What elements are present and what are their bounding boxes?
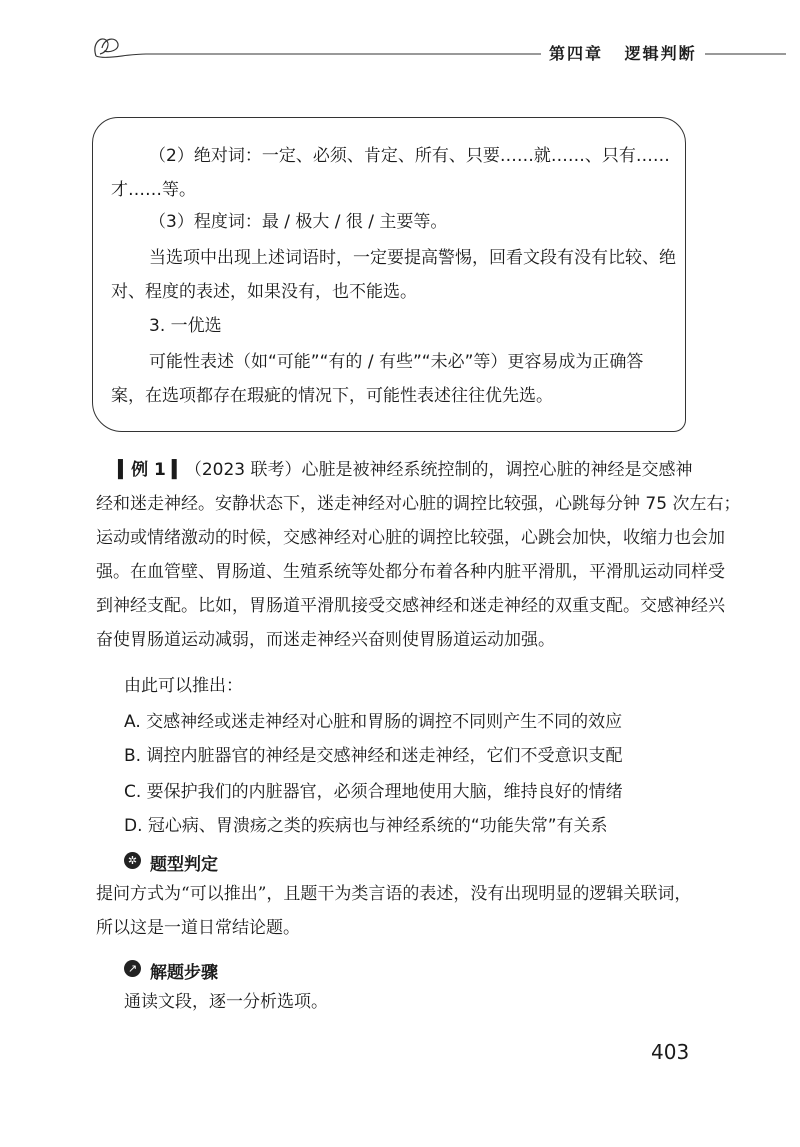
compass-icon: ✲ <box>124 852 141 869</box>
chapter-number: 第四章 <box>549 44 604 63</box>
chapter-heading <box>541 41 705 64</box>
example-marker: ▍例 1 ▍ <box>118 460 185 480</box>
option-c: C. 要保护我们的内脏器官，必须合理地使用大脑，维持良好的情绪 <box>124 782 623 802</box>
box-line-6: 3. 一优选 <box>149 316 222 336</box>
section1-line-2: 所以这是一道日常结论题。 <box>96 918 300 938</box>
section1-line-1: 提问方式为“可以推出”，且题干为类言语的表述，没有出现明显的逻辑关联词， <box>96 884 692 904</box>
option-b: B. 调控内脏器官的神经是交感神经和迷走神经，它们不受意识支配 <box>124 746 623 766</box>
example-line-2: 经和迷走神经。安静状态下，迷走神经对心脏的调控比较强，心跳每分钟 75 次左右； <box>96 494 741 514</box>
option-d: D. 冠心病、胃溃疡之类的疾病也与神经系统的“功能失常”有关系 <box>124 816 608 836</box>
section-title-steps: 解题步骤 <box>150 963 218 983</box>
arrow-circle-icon: ↗ <box>124 960 141 977</box>
section-title-type: 题型判定 <box>150 855 218 875</box>
box-line-4: 当选项中出现上述词语时，一定要提高警惕，回看文段有没有比较、绝 <box>149 248 676 268</box>
box-line-2: 才……等。 <box>111 180 196 200</box>
question-stem: 由此可以推出： <box>124 676 243 696</box>
box-line-5: 对、程度的表述，如果没有，也不能选。 <box>111 282 417 302</box>
box-line-8: 案，在选项都存在瑕疵的情况下，可能性表述往往优先选。 <box>111 386 553 406</box>
box-line-3: （3）程度词：最 / 极大 / 很 / 主要等。 <box>149 212 448 232</box>
box-line-7: 可能性表述（如“可能”“有的 / 有些”“未必”等）更容易成为正确答 <box>149 352 644 372</box>
chapter-title: 逻辑判断 <box>624 44 697 63</box>
tip-box <box>92 117 686 432</box>
section2-line-1: 通读文段，逐一分析选项。 <box>124 992 328 1012</box>
example-line-4: 强。在血管壁、胃肠道、生殖系统等处都分布着各种内脏平滑肌，平滑肌运动同样受 <box>96 562 725 582</box>
box-line-1: （2）绝对词：一定、必须、肯定、所有、只要……就……、只有…… <box>149 146 670 166</box>
page-number: 403 <box>651 1040 690 1064</box>
page-header <box>0 0 800 80</box>
example-line-1: ▍例 1 ▍（2023 联考）心脏是被神经系统控制的，调控心脏的神经是交感神 <box>118 460 693 480</box>
option-a: A. 交感神经或迷走神经对心脏和胃肠的调控不同则产生不同的效应 <box>124 712 623 732</box>
example-line-3: 运动或情绪激动的时候，交感神经对心脏的调控比较强，心跳会加快，收缩力也会加 <box>96 528 725 548</box>
example-line-6: 奋使胃肠道运动减弱，而迷走神经兴奋则使胃肠道运动加强。 <box>96 630 555 650</box>
example-line-5: 到神经支配。比如，胃肠道平滑肌接受交感神经和迷走神经的双重支配。交感神经兴 <box>96 596 725 616</box>
